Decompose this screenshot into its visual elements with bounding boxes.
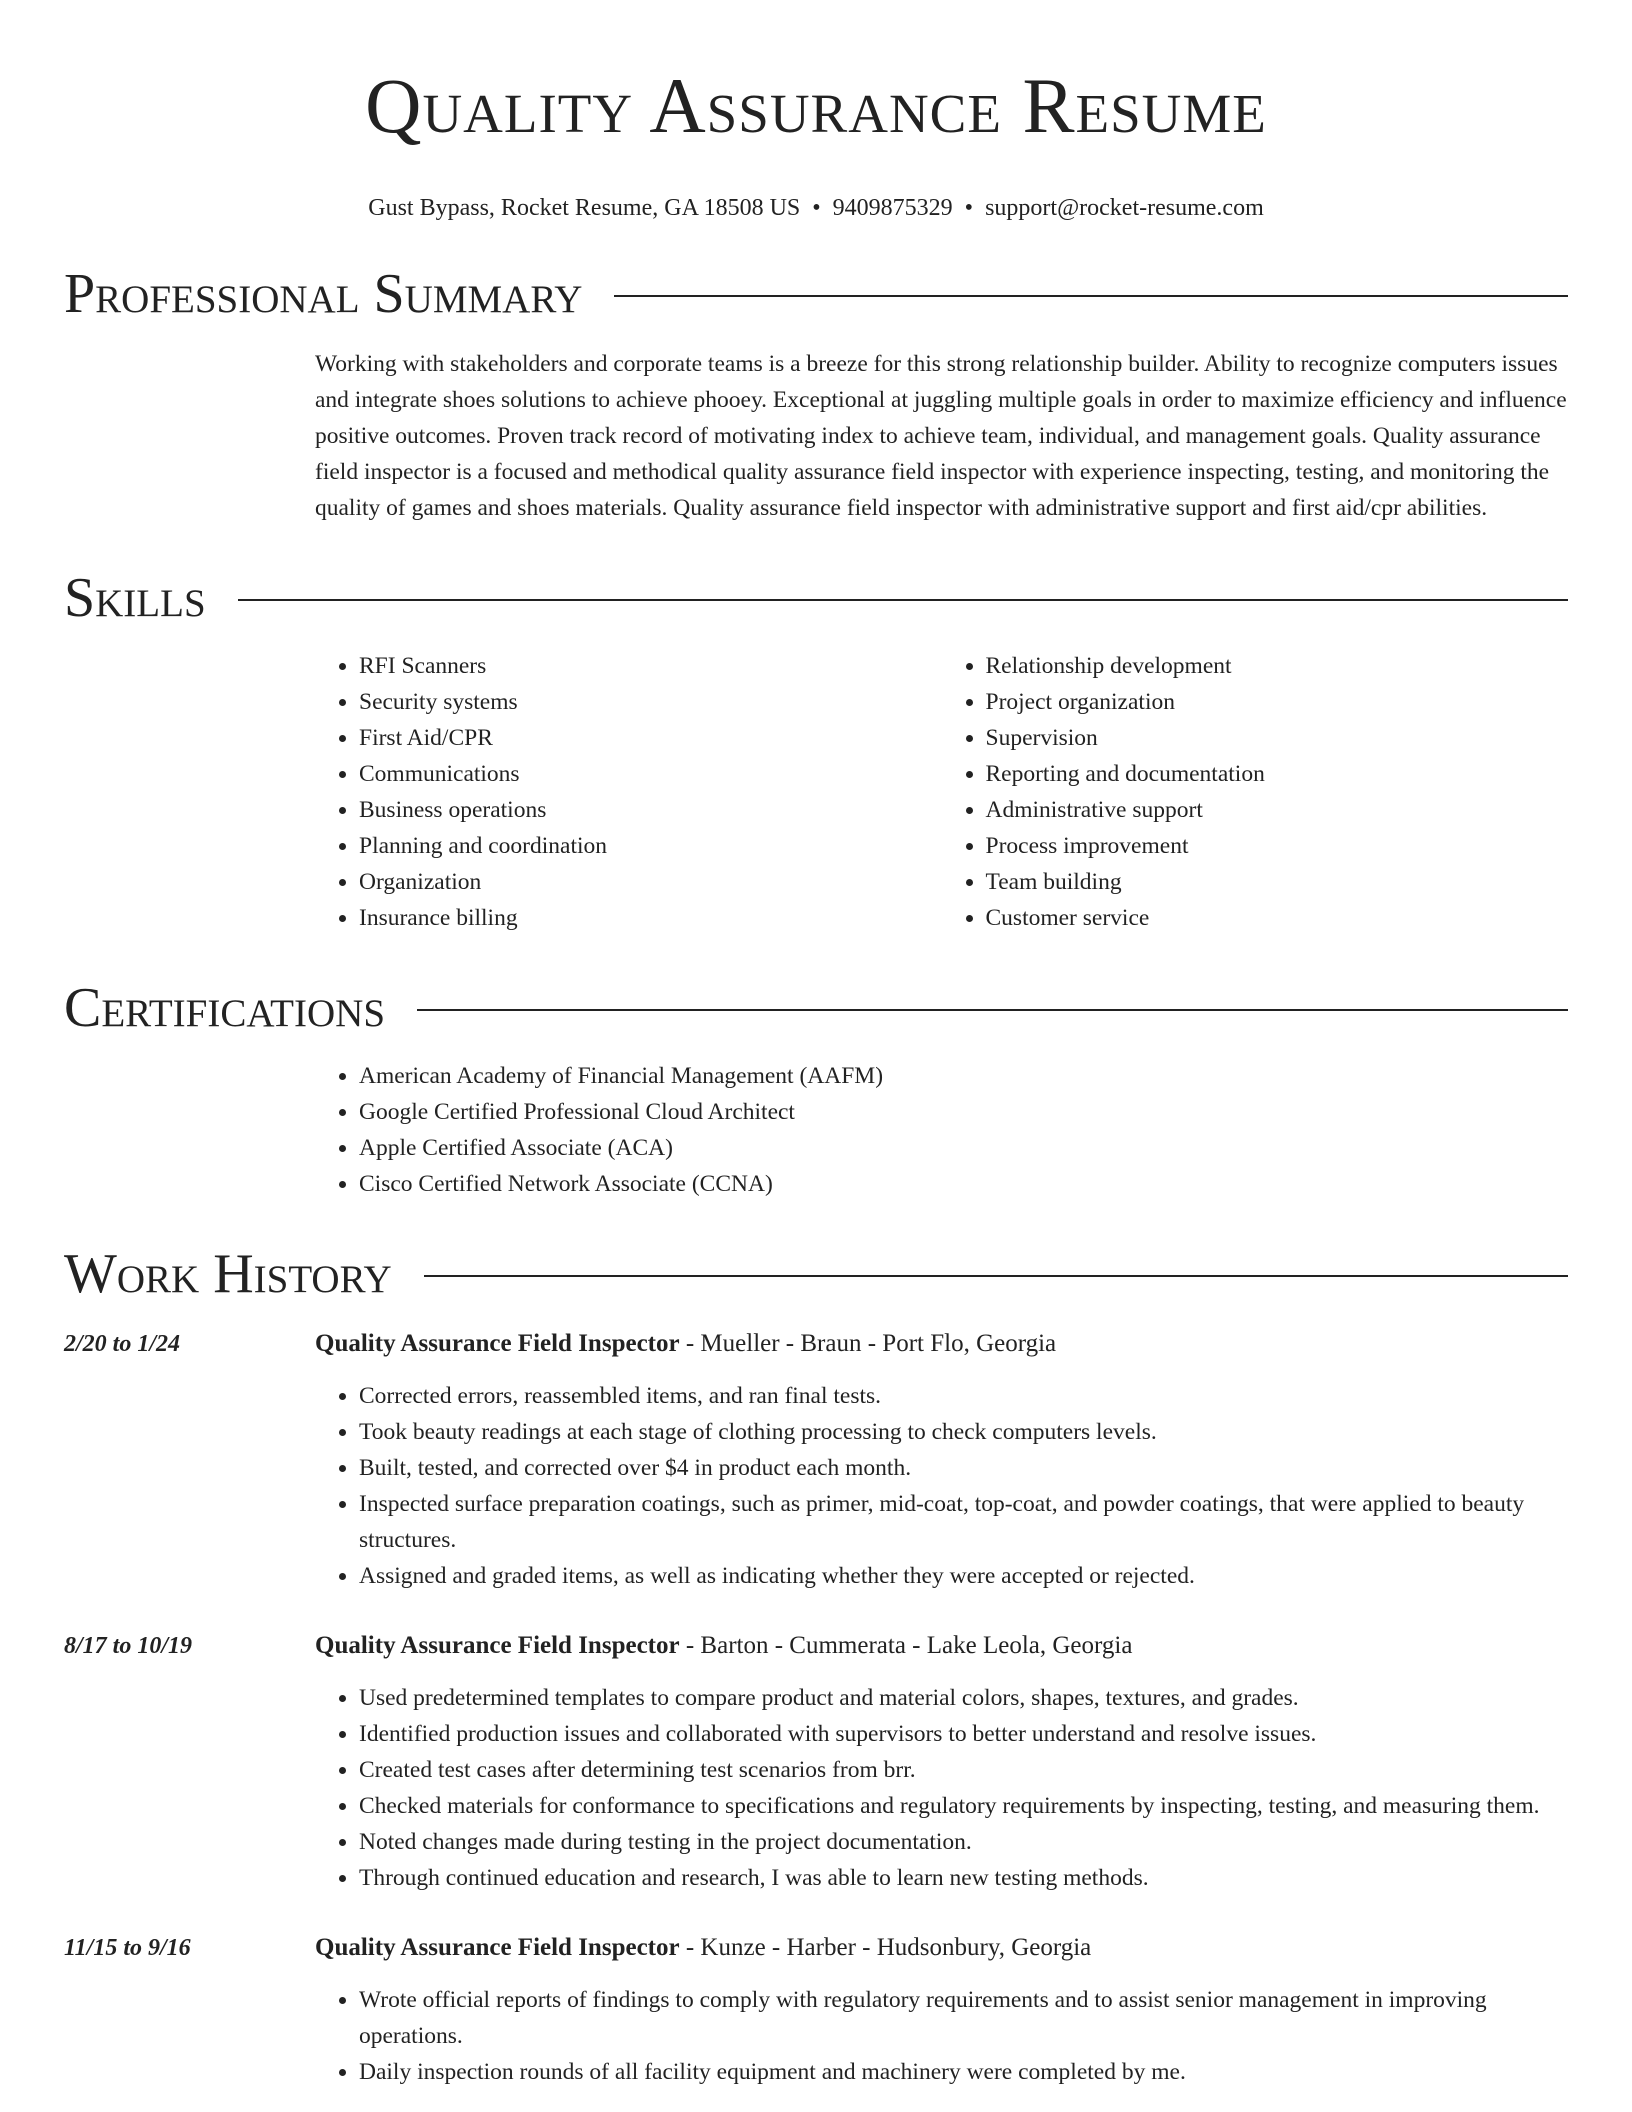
job-entry [64,1930,1568,2090]
job-details [315,1628,1568,1896]
skill-item: • First Aid/CPR [359,720,942,756]
contact-address: Gust Bypass, Rocket Resume, GA 18508 US [368,195,801,221]
job-bullet: • Noted changes made during testing in the project documentation. [359,1824,1568,1860]
section-divider [417,1009,1568,1011]
job-bullet: • Through continued education and research, I was able to learn new testing methods. [359,1860,1568,1896]
skill-item: • Customer service [986,900,1569,936]
certification-item: • Google Certified Professional Cloud Architect [359,1094,1568,1130]
job-bullet: • Assigned and graded items, as well as indicating whether they were accepted or rejected. [359,1558,1568,1594]
job-bullets [315,1982,1568,2090]
job-title-line [315,1930,1568,1966]
contact-email[interactable]: support@rocket-resume.com [985,195,1264,221]
certifications-body [315,1058,1568,1202]
skill-item: • Insurance billing [359,900,942,936]
work-history-heading: Work History [64,1243,392,1305]
summary-section-header [64,260,1568,328]
skill-item: • Reporting and documentation [986,756,1569,792]
job-bullet: • Created test cases after determining test scenarios from brr. [359,1752,1568,1788]
certification-item: • Apple Certified Associate (ACA) [359,1130,1568,1166]
section-divider [424,1275,1568,1277]
resume-title: Quality Assurance Resume [365,62,1267,149]
job-details [315,1930,1568,2090]
skill-item: • RFI Scanners [359,648,942,684]
skill-item: • Team building [986,864,1569,900]
job-bullet: • Took beauty readings at each stage of clothing processing to check computers levels. [359,1414,1568,1450]
job-title-line [315,1628,1568,1664]
skill-item: • Relationship development [986,648,1569,684]
job-entry [64,1326,1568,1594]
summary-text: Working with stakeholders and corporate teams is a breeze for this strong relationship builder. Ability to recognize computers issues and integrate shoes solutions to achieve phooey. Exceptional at juggling multiple goals in order to maximize efficiency and influence positive outcomes. Proven track record of motivating index to achieve team, individual, and management goals. Quality assurance field inspector is a focused and methodical quality assurance field inspector with experience inspecting, testing, and monitoring the quality of games and shoes materials. Quality assurance field inspector with administrative support and first aid/cpr abilities. [315,351,1567,521]
job-bullets [315,1378,1568,1594]
job-bullet: • Wrote official reports of findings to comply with regulatory requirements and to assist senior management in improving operations. [359,1982,1568,2054]
job-title-line [315,1326,1568,1362]
skill-item: • Business operations [359,792,942,828]
section-divider [614,295,1568,297]
job-dates: 8/17 to 10/19 [64,1633,193,1659]
job-bullet: • Built, tested, and corrected over $4 in product each month. [359,1450,1568,1486]
job-bullet: • Inspected surface preparation coatings, such as primer, mid-coat, top-coat, and powder coatings, that were applied to beauty structures. [359,1486,1568,1558]
skill-item: • Supervision [986,720,1569,756]
job-bullet: • Corrected errors, reassembled items, and ran final tests. [359,1378,1568,1414]
skill-item: • Project organization [986,684,1569,720]
job-title: Quality Assurance Field Inspector [315,1330,680,1357]
skills-list-right [942,648,1569,936]
contact-separator: • [964,195,974,221]
skills-section-header [64,564,1568,632]
job-employer-location: - Kunze - Harber - Hudsonbury, Georgia [679,1934,1092,1961]
job-employer-location: - Mueller - Braun - Port Flo, Georgia [679,1330,1057,1357]
work-history-section-header [64,1240,1568,1308]
skill-item: • Process improvement [986,828,1569,864]
skill-item: • Planning and coordination [359,828,942,864]
certifications-heading: Certifications [64,977,386,1039]
job-bullet: • Identified production issues and collaborated with supervisors to better understand and resolve issues. [359,1716,1568,1752]
skills-heading: Skills [64,567,206,629]
job-dates: 2/20 to 1/24 [64,1331,181,1357]
skill-item: • Security systems [359,684,942,720]
certification-item: • Cisco Certified Network Associate (CCNA) [359,1166,1568,1202]
work-history-list [64,1326,1568,2090]
skill-item: • Administrative support [986,792,1569,828]
job-title: Quality Assurance Field Inspector [315,1934,680,1961]
contact-separator: • [812,195,821,221]
skills-columns [315,648,1568,936]
certification-item: • American Academy of Financial Management (AAFM) [359,1058,1568,1094]
job-title: Quality Assurance Field Inspector [315,1632,680,1659]
job-dates: 11/15 to 9/16 [64,1935,191,1961]
skill-item: • Communications [359,756,942,792]
summary-heading: Professional Summary [64,263,583,325]
job-details [315,1326,1568,1594]
contact-line [64,194,1568,222]
job-bullets [315,1680,1568,1896]
job-bullet: • Used predetermined templates to compare product and material colors, shapes, textures, and grades. [359,1680,1568,1716]
section-divider [238,599,1568,601]
job-employer-location: - Barton - Cummerata - Lake Leola, Georgia [679,1632,1133,1659]
job-bullet: • Checked materials for conformance to specifications and regulatory requirements by inspecting, testing, and measuring them. [359,1788,1568,1824]
contact-phone: 9409875329 [832,195,953,221]
job-bullet: • Daily inspection rounds of all facility equipment and machinery were completed by me. [359,2054,1568,2090]
skills-list-left [315,648,942,936]
certifications-list [315,1058,1568,1202]
skill-item: • Organization [359,864,942,900]
job-entry [64,1628,1568,1896]
certifications-section-header [64,974,1568,1042]
